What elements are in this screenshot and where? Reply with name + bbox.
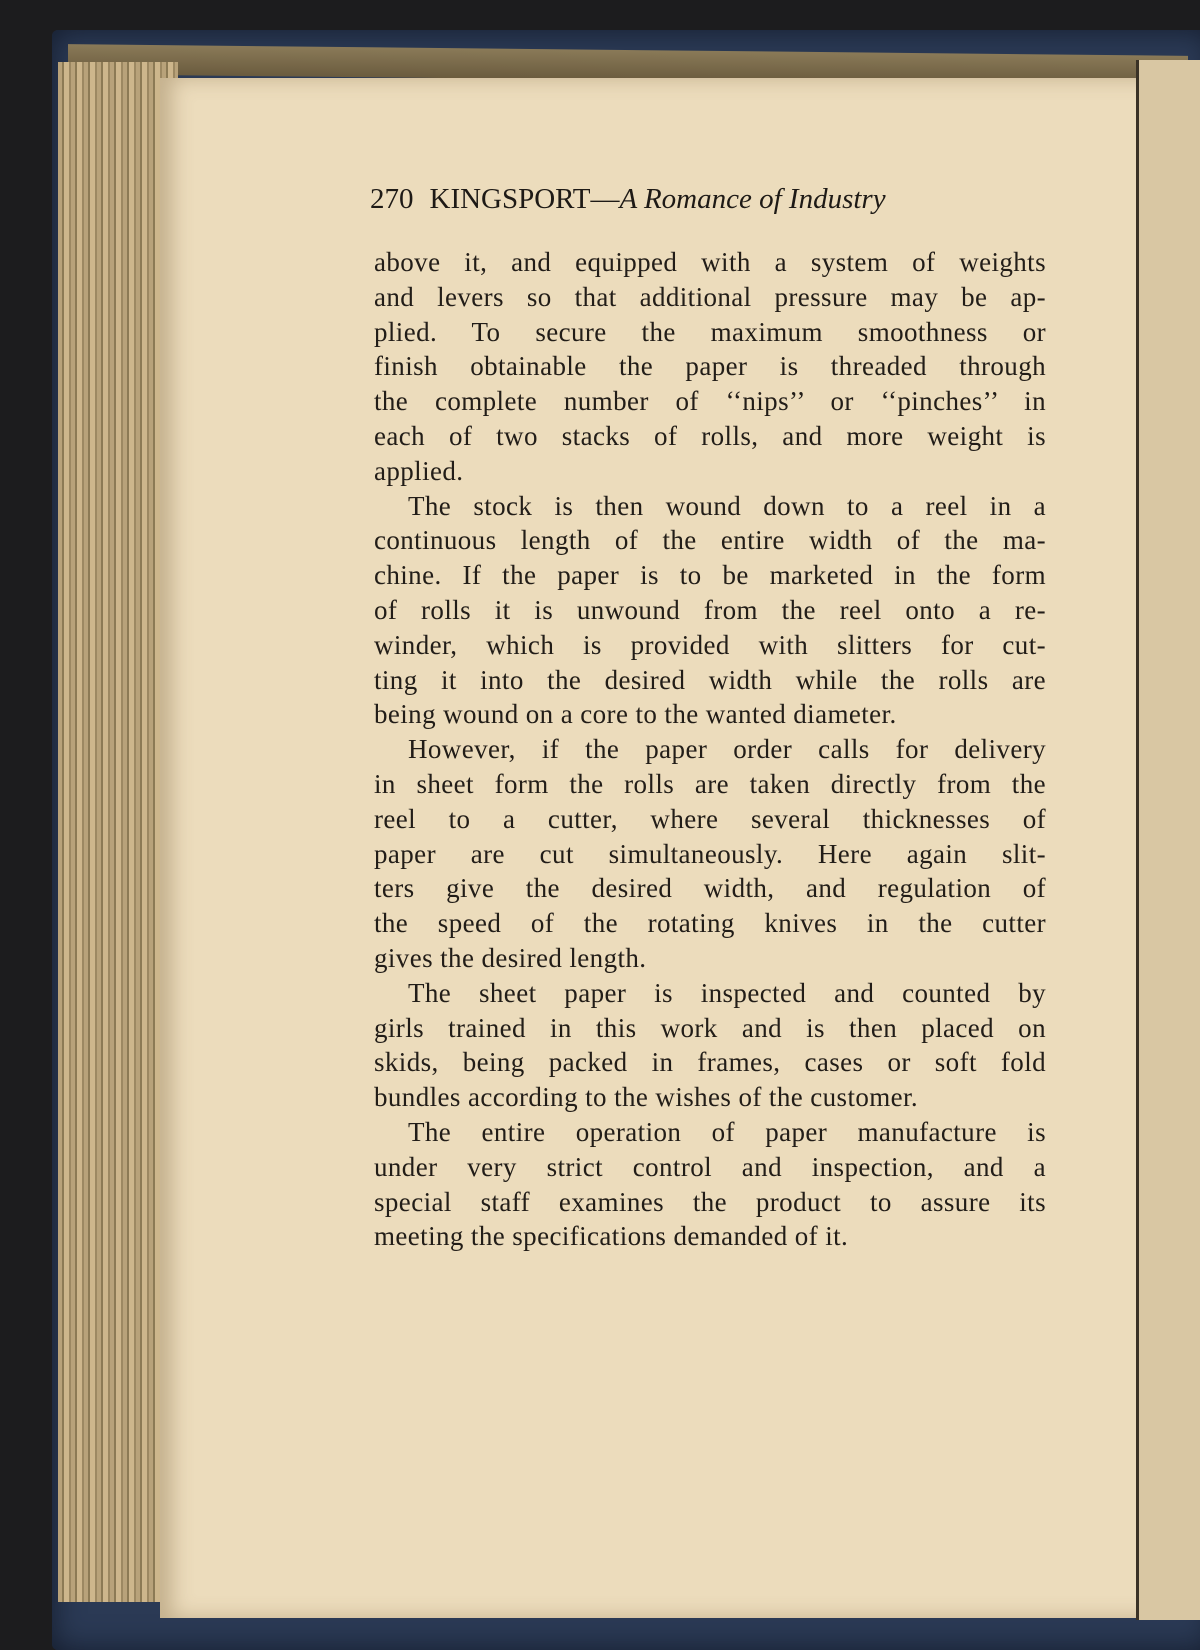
text-line: However, if the paper order calls for delivery	[408, 734, 1046, 765]
text-line: ters give the desired width, and regulation of	[374, 873, 1046, 904]
text-line: winder, which is provided with slitters for cut-	[374, 629, 1046, 660]
text-line: the complete number of ‘‘nips’’ or ‘‘pinches’’ in	[374, 386, 1046, 417]
text-line: chine. If the paper is to be marketed in the form	[374, 560, 1046, 591]
text-line: and levers so that additional pressure may be ap-	[374, 281, 1046, 312]
gutter	[1136, 60, 1139, 1620]
text-line: bundles according to the wishes of the customer.	[374, 1082, 919, 1113]
text-line: gives the desired length.	[374, 942, 647, 973]
text-line: above it, and equipped with a system of weights	[374, 247, 1046, 277]
text-line: The sheet paper is inspected and counted by	[408, 977, 1046, 1008]
text-line: reel to a cutter, where several thicknesses of	[374, 803, 1046, 834]
text-line: in sheet form the rolls are taken directly from the	[374, 768, 1046, 799]
text-line: finish obtainable the paper is threaded through	[374, 351, 1046, 382]
text-line: plied. To secure the maximum smoothness or	[374, 316, 1046, 347]
body-text	[374, 245, 1046, 1254]
paragraph	[374, 489, 1046, 733]
text-line: applied.	[374, 455, 464, 486]
text-line: continuous length of the entire width of the ma-	[374, 525, 1046, 556]
text-line: ting it into the desired width while the rolls are	[374, 664, 1046, 695]
text-line: girls trained in this work and is then placed on	[374, 1012, 1046, 1043]
text-line: skids, being packed in frames, cases or soft fold	[374, 1047, 1046, 1078]
page-number: 270	[370, 183, 414, 215]
text-line: paper are cut simultaneously. Here again slit-	[374, 838, 1046, 869]
text-line: under very strict control and inspection, and a	[374, 1151, 1046, 1182]
text-line: The stock is then wound down to a reel in a	[408, 490, 1046, 521]
text-line: special staff examines the product to assure its	[374, 1186, 1046, 1217]
paragraph	[374, 1115, 1046, 1254]
paragraph	[374, 732, 1046, 976]
running-subtitle: A Romance of Industry	[619, 183, 886, 215]
facing-page-edge	[1139, 60, 1200, 1620]
text-line: of rolls it is unwound from the reel onto a re-	[374, 594, 1046, 625]
paragraph	[374, 976, 1046, 1115]
running-title: KINGSPORT—	[429, 183, 620, 215]
text-line: each of two stacks of rolls, and more weight is	[374, 420, 1046, 451]
text-line: the speed of the rotating knives in the cutter	[374, 908, 1046, 939]
paragraph	[374, 245, 1046, 489]
text-line: meeting the specifications demanded of it.	[374, 1221, 849, 1252]
running-header	[370, 183, 1050, 216]
text-line: being wound on a core to the wanted diameter.	[374, 699, 897, 730]
text-line: The entire operation of paper manufacture is	[408, 1116, 1046, 1147]
